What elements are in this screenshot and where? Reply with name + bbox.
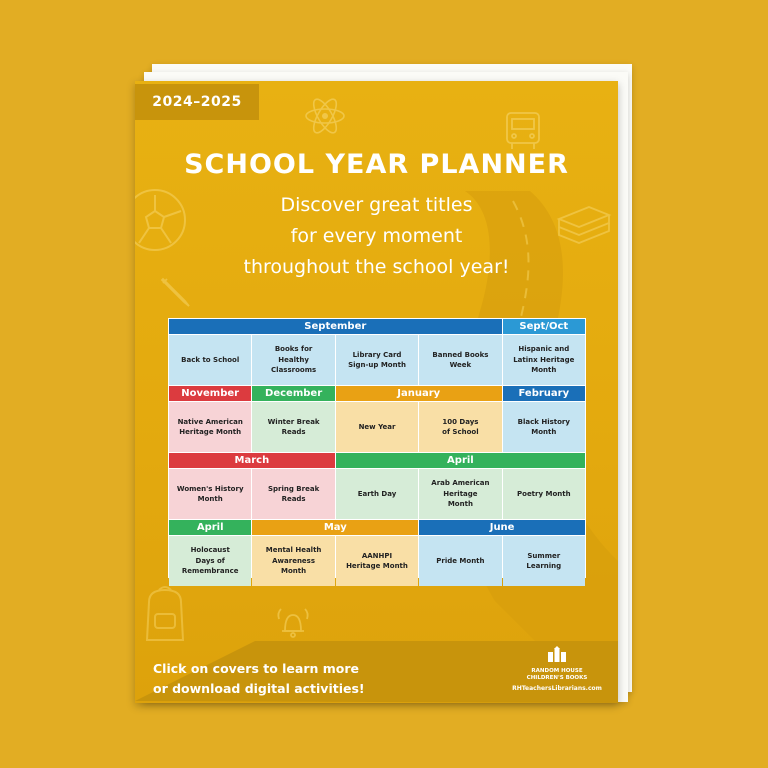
- theme-cell[interactable]: Books for Healthy Classrooms: [252, 335, 334, 385]
- planner-page: [135, 81, 618, 703]
- theme-cell[interactable]: Women's History Month: [169, 469, 251, 519]
- theme-cell[interactable]: Back to School: [169, 335, 251, 385]
- month-header: June: [419, 520, 585, 535]
- publisher-brand[interactable]: [507, 646, 607, 692]
- bell-icon: [275, 605, 311, 641]
- month-header: March: [169, 453, 335, 468]
- soccer-ball-icon: [135, 187, 189, 253]
- month-header: April: [336, 453, 585, 468]
- subtitle-line: for every moment: [290, 225, 463, 247]
- theme-cell[interactable]: Pride Month: [419, 536, 501, 586]
- theme-cell[interactable]: Banned Books Week: [419, 335, 501, 385]
- theme-cell[interactable]: Poetry Month: [503, 469, 585, 519]
- theme-cell[interactable]: Arab American Heritage Month: [419, 469, 501, 519]
- theme-cell[interactable]: Native American Heritage Month: [169, 402, 251, 452]
- month-header: February: [503, 386, 585, 401]
- subtitle-line: Discover great titles: [280, 194, 473, 216]
- subtitle-line: throughout the school year!: [243, 256, 510, 278]
- theme-cell[interactable]: Spring Break Reads: [252, 469, 334, 519]
- planner-calendar: [168, 318, 586, 578]
- books-stack-icon: [555, 199, 613, 245]
- page-subtitle: [195, 190, 558, 283]
- pencil-icon: [157, 273, 193, 309]
- publisher-name: RANDOM HOUSE CHILDREN'S BOOKS: [526, 668, 588, 681]
- publisher-url[interactable]: RHTeachersLibrarians.com: [512, 685, 602, 692]
- school-bus-icon: [503, 109, 543, 153]
- month-header: November: [169, 386, 251, 401]
- theme-cell[interactable]: AANHPI Heritage Month: [336, 536, 418, 586]
- backpack-icon: [139, 584, 191, 646]
- theme-cell[interactable]: Library Card Sign-up Month: [336, 335, 418, 385]
- atom-icon: [303, 95, 347, 137]
- theme-cell[interactable]: Hispanic and Latinx Heritage Month: [503, 335, 585, 385]
- month-header: Sept/Oct: [503, 319, 585, 334]
- year-badge: 2024–2025: [135, 84, 259, 120]
- month-header: September: [169, 319, 502, 334]
- footer-call-to-action[interactable]: Click on covers to learn more or download digital activities!: [153, 661, 365, 696]
- theme-cell[interactable]: Summer Learning: [503, 536, 585, 586]
- theme-cell[interactable]: New Year: [336, 402, 418, 452]
- theme-cell[interactable]: Holocaust Days of Remembrance: [169, 536, 251, 586]
- theme-cell[interactable]: Mental Health Awareness Month: [252, 536, 334, 586]
- month-header: April: [169, 520, 251, 535]
- month-header: January: [336, 386, 502, 401]
- theme-cell[interactable]: Black History Month: [503, 402, 585, 452]
- month-header: May: [252, 520, 418, 535]
- house-logo-icon: [546, 646, 568, 662]
- theme-cell[interactable]: Winter Break Reads: [252, 402, 334, 452]
- month-header: December: [252, 386, 334, 401]
- theme-cell[interactable]: Earth Day: [336, 469, 418, 519]
- page-title: SCHOOL YEAR PLANNER: [184, 149, 569, 180]
- theme-cell[interactable]: 100 Days of School: [419, 402, 501, 452]
